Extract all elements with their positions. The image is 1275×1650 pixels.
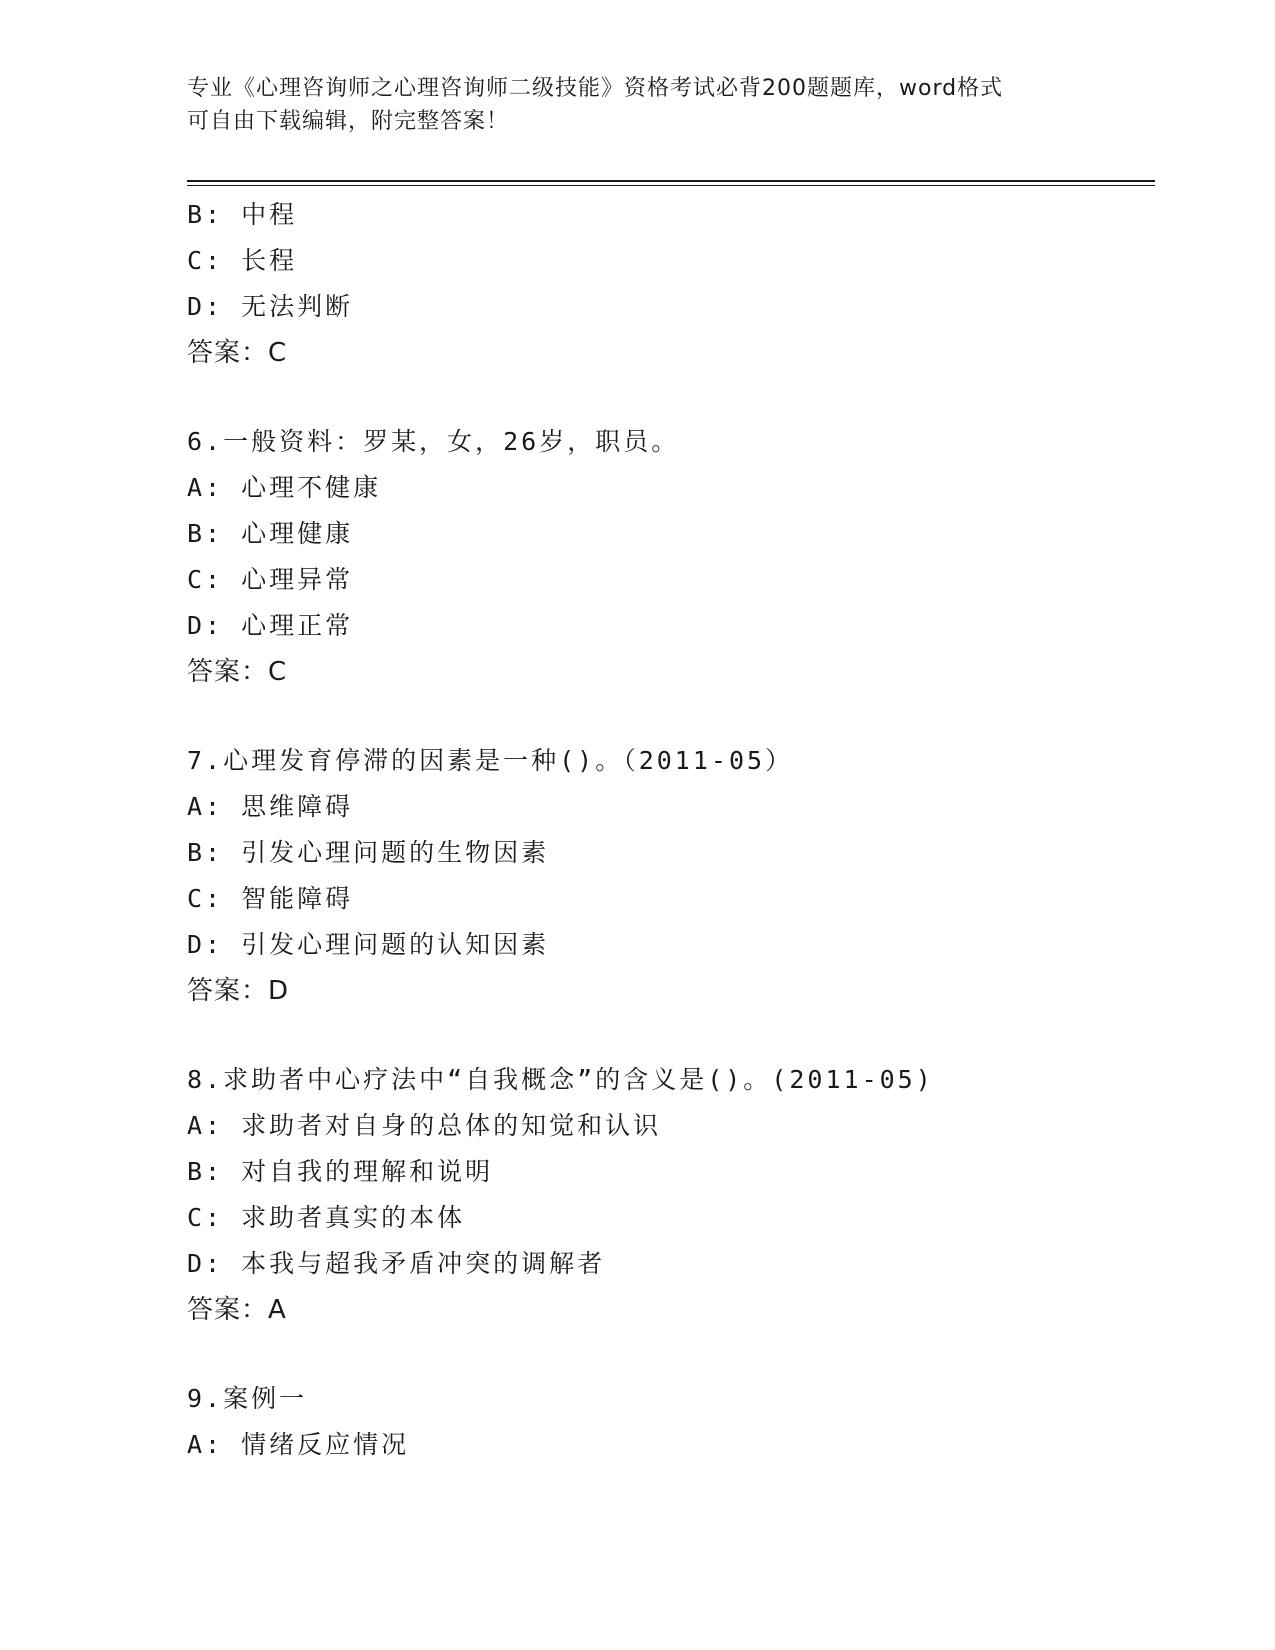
- option-d: D: 引发心理问题的认知因素: [187, 930, 550, 959]
- header-divider-thick: [187, 180, 1155, 182]
- spacer: [187, 376, 1155, 419]
- answer-line: 答案：A: [187, 1295, 287, 1325]
- question-text: 7.心理发育停滞的因素是一种()。（2011-05）: [187, 746, 794, 775]
- question-text: 9.案例一: [187, 1384, 308, 1413]
- answer-line: 答案：C: [187, 338, 288, 368]
- spacer: [187, 1014, 1155, 1057]
- option-b: B: 心理健康: [187, 519, 354, 548]
- question-7: [187, 738, 1155, 1014]
- header-title-line2: 可自由下载编辑，附完整答案！: [187, 109, 510, 134]
- answer-line: 答案：C: [187, 657, 288, 687]
- option-a: A: 情绪反应情况: [187, 1430, 410, 1459]
- option-b: B: 中程: [187, 200, 298, 229]
- option-a: A: 思维障碍: [187, 792, 354, 821]
- question-text: 6.一般资料：罗某，女，26岁，职员。: [187, 427, 680, 456]
- question-9: [187, 1376, 1155, 1468]
- question-6: [187, 419, 1155, 695]
- option-c: C: 长程: [187, 246, 298, 275]
- option-a: A: 心理不健康: [187, 473, 382, 502]
- header-title-line1: 专业《心理咨询师之心理咨询师二级技能》资格考试必背200题题库，word格式: [187, 76, 1004, 101]
- option-d: D: 本我与超我矛盾冲突的调解者: [187, 1249, 606, 1278]
- option-b: B: 对自我的理解和说明: [187, 1157, 494, 1186]
- answer-line: 答案：D: [187, 976, 290, 1006]
- question-5-continued: [187, 192, 1155, 376]
- option-d: D: 心理正常: [187, 611, 354, 640]
- question-8: [187, 1057, 1155, 1333]
- option-c: C: 智能障碍: [187, 884, 354, 913]
- question-text: 8.求助者中心疗法中“自我概念”的含义是()。(2011-05): [187, 1065, 934, 1094]
- option-a: A: 求助者对自身的总体的知觉和认识: [187, 1111, 662, 1140]
- header-divider-thin: [187, 185, 1155, 186]
- option-b: B: 引发心理问题的生物因素: [187, 838, 550, 867]
- option-c: C: 心理异常: [187, 565, 354, 594]
- spacer: [187, 695, 1155, 738]
- question-list: [187, 192, 1155, 1468]
- page-header: [187, 72, 1087, 138]
- option-d: D: 无法判断: [187, 292, 354, 321]
- option-c: C: 求助者真实的本体: [187, 1203, 466, 1232]
- spacer: [187, 1333, 1155, 1376]
